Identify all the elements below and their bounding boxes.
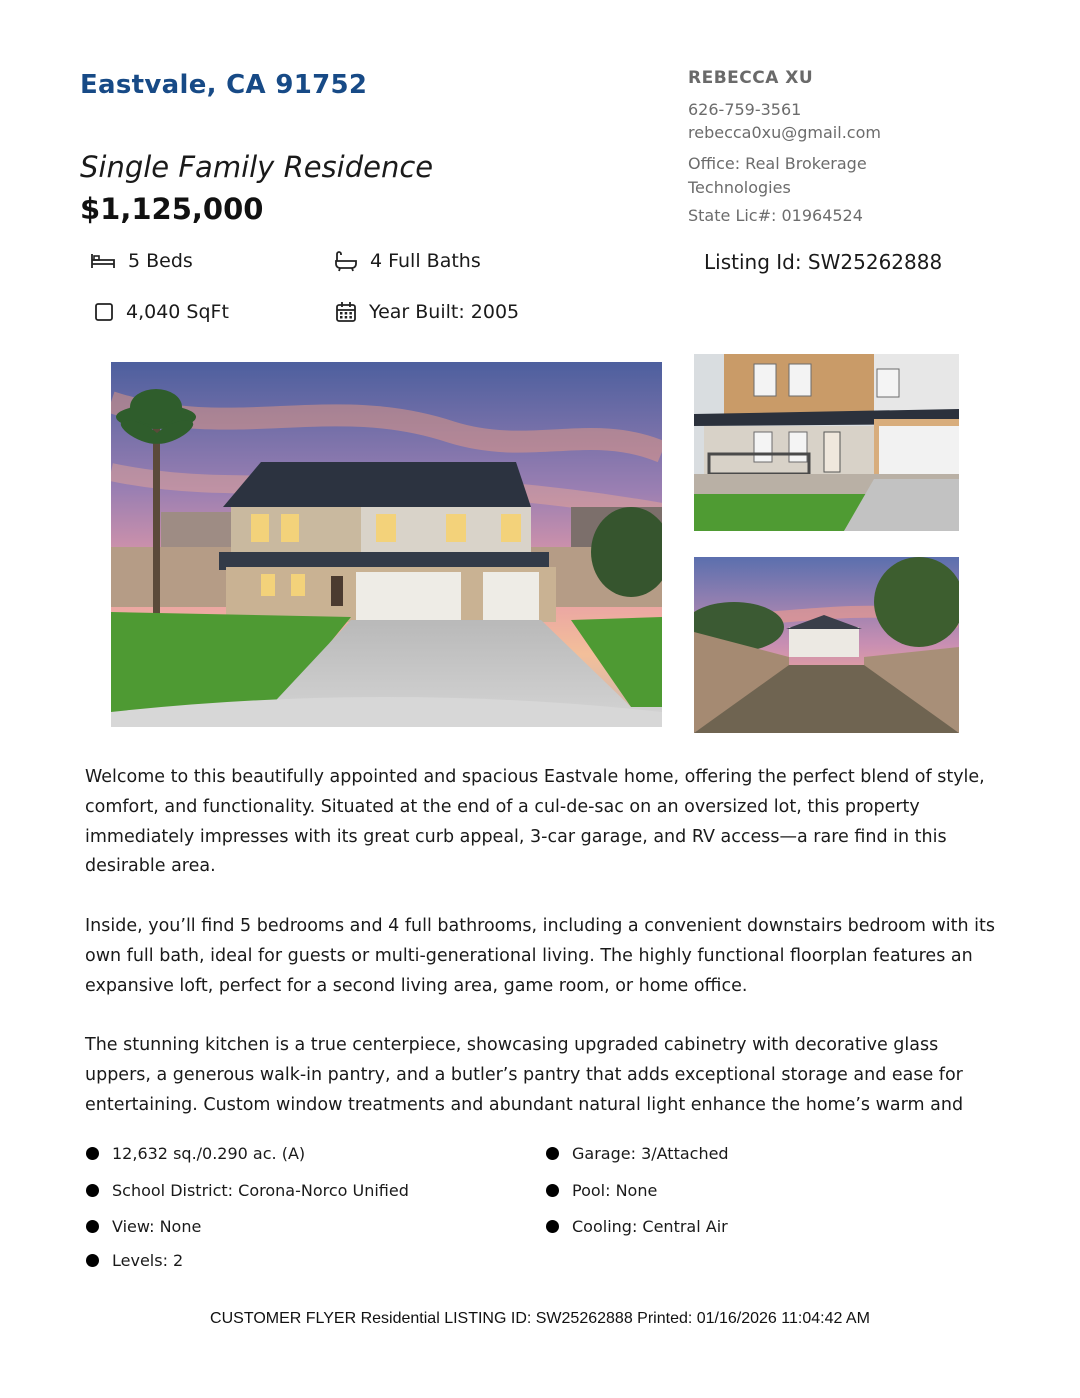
feature-item	[546, 1217, 728, 1236]
bed-icon	[90, 251, 116, 271]
agent-name: REBECCA XU	[688, 68, 814, 88]
feature-text: Garage: 3/Attached	[572, 1144, 729, 1163]
price: $1,125,000	[80, 192, 264, 226]
feature-item	[86, 1251, 183, 1270]
square-icon	[94, 302, 114, 322]
agent-phone[interactable]: 626-759-3561	[688, 100, 802, 119]
city-heading: Eastvale, CA 91752	[80, 70, 368, 100]
bullet-icon	[546, 1220, 559, 1233]
feature-text: Pool: None	[572, 1181, 658, 1200]
fact-year	[335, 301, 519, 323]
feature-item	[86, 1181, 409, 1200]
agent-email[interactable]: rebecca0xu@gmail.com	[688, 123, 881, 142]
bullet-icon	[86, 1147, 99, 1160]
bathtub-icon	[334, 250, 358, 272]
fact-baths-label: 4 Full Baths	[370, 250, 481, 272]
fact-year-label: Year Built: 2005	[369, 301, 520, 323]
feature-text: Levels: 2	[112, 1251, 184, 1270]
feature-text: Cooling: Central Air	[572, 1217, 728, 1236]
main-photo[interactable]	[111, 362, 662, 727]
agent-license: State Lic#: 01964524	[688, 206, 863, 225]
thumbnail-photo-front[interactable]	[694, 354, 959, 531]
description-paragraph: Inside, you’ll find 5 bedrooms and 4 full bathrooms, including a convenient downstairs bedroom with its own full bath, ideal for guests or multi-generational living. The highly functional floorplan features an expansive loft, perfect for a second living area, game room, or home office.	[85, 915, 996, 996]
feature-text: View: None	[112, 1217, 202, 1236]
description-paragraph: Welcome to this beautifully appointed and spacious Eastvale home, offering the perfect blend of style, comfort, and functionality. Situated at the end of a cul-de-sac on an oversized lot, this property immediately impresses with its great curb appeal, 3-car garage, and RV access—a rare find in this desirable area.	[85, 767, 985, 877]
feature-item	[546, 1144, 729, 1163]
description	[85, 763, 995, 1150]
agent-card	[688, 68, 908, 227]
bullet-icon	[86, 1184, 99, 1197]
fact-baths	[334, 250, 481, 272]
fact-beds-label: 5 Beds	[128, 250, 193, 272]
thumbnail-photo-backyard[interactable]	[694, 557, 959, 733]
listing-id: Listing Id: SW25262888	[704, 250, 943, 274]
bullet-icon	[546, 1147, 559, 1160]
feature-text: 12,632 sq./0.290 ac. (A)	[112, 1144, 306, 1163]
fact-sqft-label: 4,040 SqFt	[126, 301, 229, 323]
bullet-icon	[86, 1254, 99, 1267]
property-type: Single Family Residence	[80, 150, 434, 184]
description-paragraph: The stunning kitchen is a true centerpiece, showcasing upgraded cabinetry with decorative glass uppers, a generous walk-in pantry, and a butler’s pantry that adds exceptional storage and ease for entertaining. Custom window treatments and abundant natural light enhance the home’s warm and	[85, 1035, 964, 1115]
bullet-icon	[546, 1184, 559, 1197]
feature-item	[86, 1144, 305, 1163]
agent-office: Office: Real Brokerage Technologies	[688, 154, 867, 197]
feature-text: School District: Corona-Norco Unified	[112, 1181, 409, 1200]
bullet-icon	[86, 1220, 99, 1233]
fact-beds	[90, 250, 193, 272]
feature-item	[546, 1181, 657, 1200]
fact-sqft	[94, 301, 229, 323]
footer: CUSTOMER FLYER Residential LISTING ID: SW25262888 Printed: 01/16/2026 11:04:42 AM	[210, 1310, 870, 1327]
calendar-icon	[335, 301, 357, 323]
feature-item	[86, 1217, 201, 1236]
